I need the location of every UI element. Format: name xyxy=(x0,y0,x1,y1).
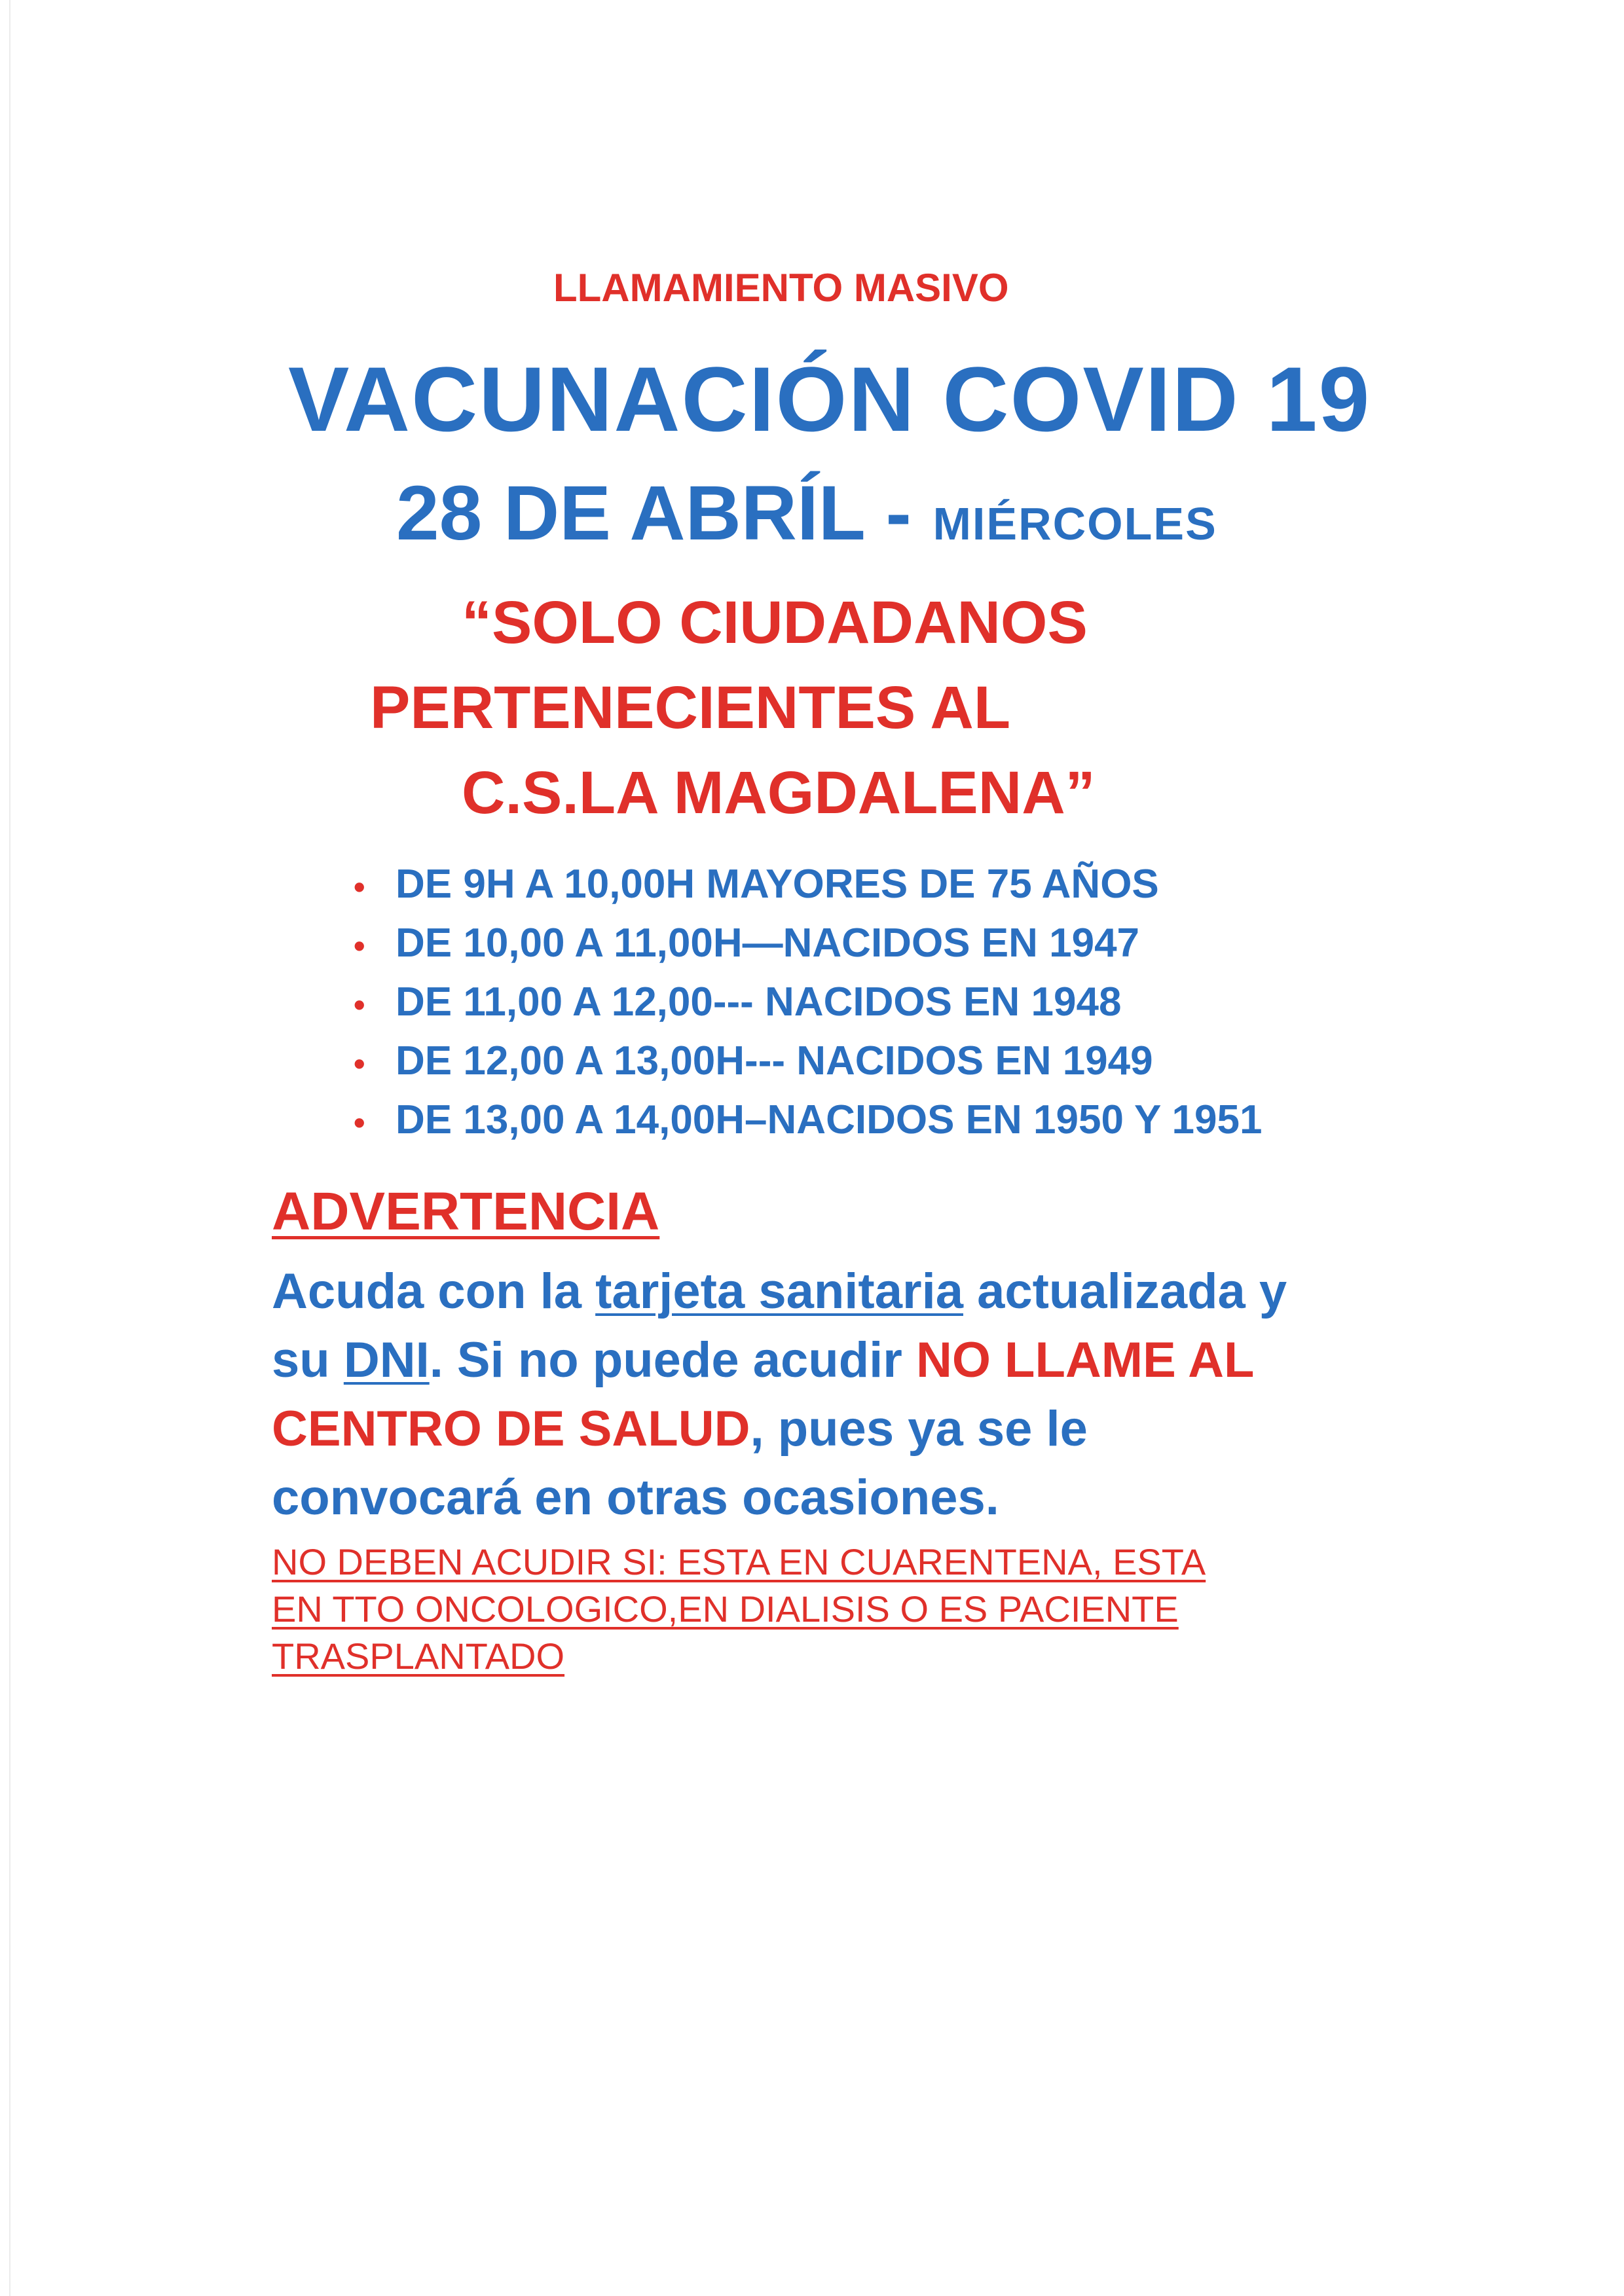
eligibility-line-2: PERTENECIENTES AL xyxy=(370,674,1011,741)
bullet-icon: • xyxy=(354,1104,365,1141)
warning-heading: ADVERTENCIA xyxy=(272,1182,660,1241)
dni-term: DNI xyxy=(343,1332,430,1388)
date-separator: - xyxy=(864,470,933,556)
exclusion-note-line-3: TRASPLANTADO xyxy=(272,1635,565,1677)
weekday-text: MIÉRCOLES xyxy=(932,498,1217,549)
exclusion-note-line-1: NO DEBEN ACUDIR SI: ESTA EN CUARENTENA, ESTA xyxy=(272,1541,1206,1582)
health-card-term: tarjeta sanitaria xyxy=(595,1264,963,1319)
main-title: VACUNACIÓN COVID 19 xyxy=(288,348,1371,450)
schedule-item xyxy=(354,979,1122,1025)
schedule-text: DE 13,00 A 14,00H–NACIDOS EN 1950 Y 1951 xyxy=(396,1097,1263,1142)
schedule-text: DE 11,00 A 12,00--- NACIDOS EN 1948 xyxy=(396,979,1122,1025)
schedule-item xyxy=(354,864,1159,905)
warning-line-4: convocará en otras ocasiones. xyxy=(272,1470,999,1525)
schedule-text: DE 12,00 A 13,00H--- NACIDOS EN 1949 xyxy=(396,1038,1153,1084)
warning-line-1 xyxy=(272,1264,1287,1319)
schedule-item xyxy=(354,1038,1153,1084)
warning-text: actualizada y xyxy=(963,1264,1287,1319)
bullet-icon: • xyxy=(354,927,365,964)
warning-line-2 xyxy=(272,1332,1255,1388)
warning-text: Acuda con la xyxy=(272,1264,596,1319)
schedule-item xyxy=(354,920,1140,966)
schedule-item xyxy=(354,1097,1263,1142)
schedule-text: DE 10,00 A 11,00H—NACIDOS EN 1947 xyxy=(396,920,1140,966)
warning-text: . Si no puede acudir xyxy=(429,1332,916,1388)
eligibility-line-3: C.S.LA MAGDALENA” xyxy=(462,759,1096,826)
bullet-icon: • xyxy=(354,1045,365,1082)
scan-edge xyxy=(9,0,10,2296)
eligibility-line-1: “SOLO CIUDADANOS xyxy=(462,589,1088,656)
warning-text: , pues ya se le xyxy=(750,1401,1088,1457)
date-line xyxy=(396,470,1217,556)
bullet-icon: • xyxy=(354,868,365,905)
warning-text: su xyxy=(272,1332,344,1388)
exclusion-note-line-2: EN TTO ONCOLOGICO,EN DIALISIS O ES PACIENTE xyxy=(272,1588,1179,1630)
kicker-text: LLAMAMIENTO MASIVO xyxy=(553,266,1009,310)
bullet-icon: • xyxy=(354,986,365,1023)
schedule-text: DE 9H A 10,00H MAYORES DE 75 AÑOS xyxy=(396,862,1159,907)
warning-line-3 xyxy=(272,1401,1088,1457)
warning-emphasis: CENTRO DE SALUD xyxy=(272,1401,750,1457)
warning-emphasis: NO LLAME AL xyxy=(915,1332,1255,1388)
date-text: 28 DE ABRÍL xyxy=(396,470,864,556)
